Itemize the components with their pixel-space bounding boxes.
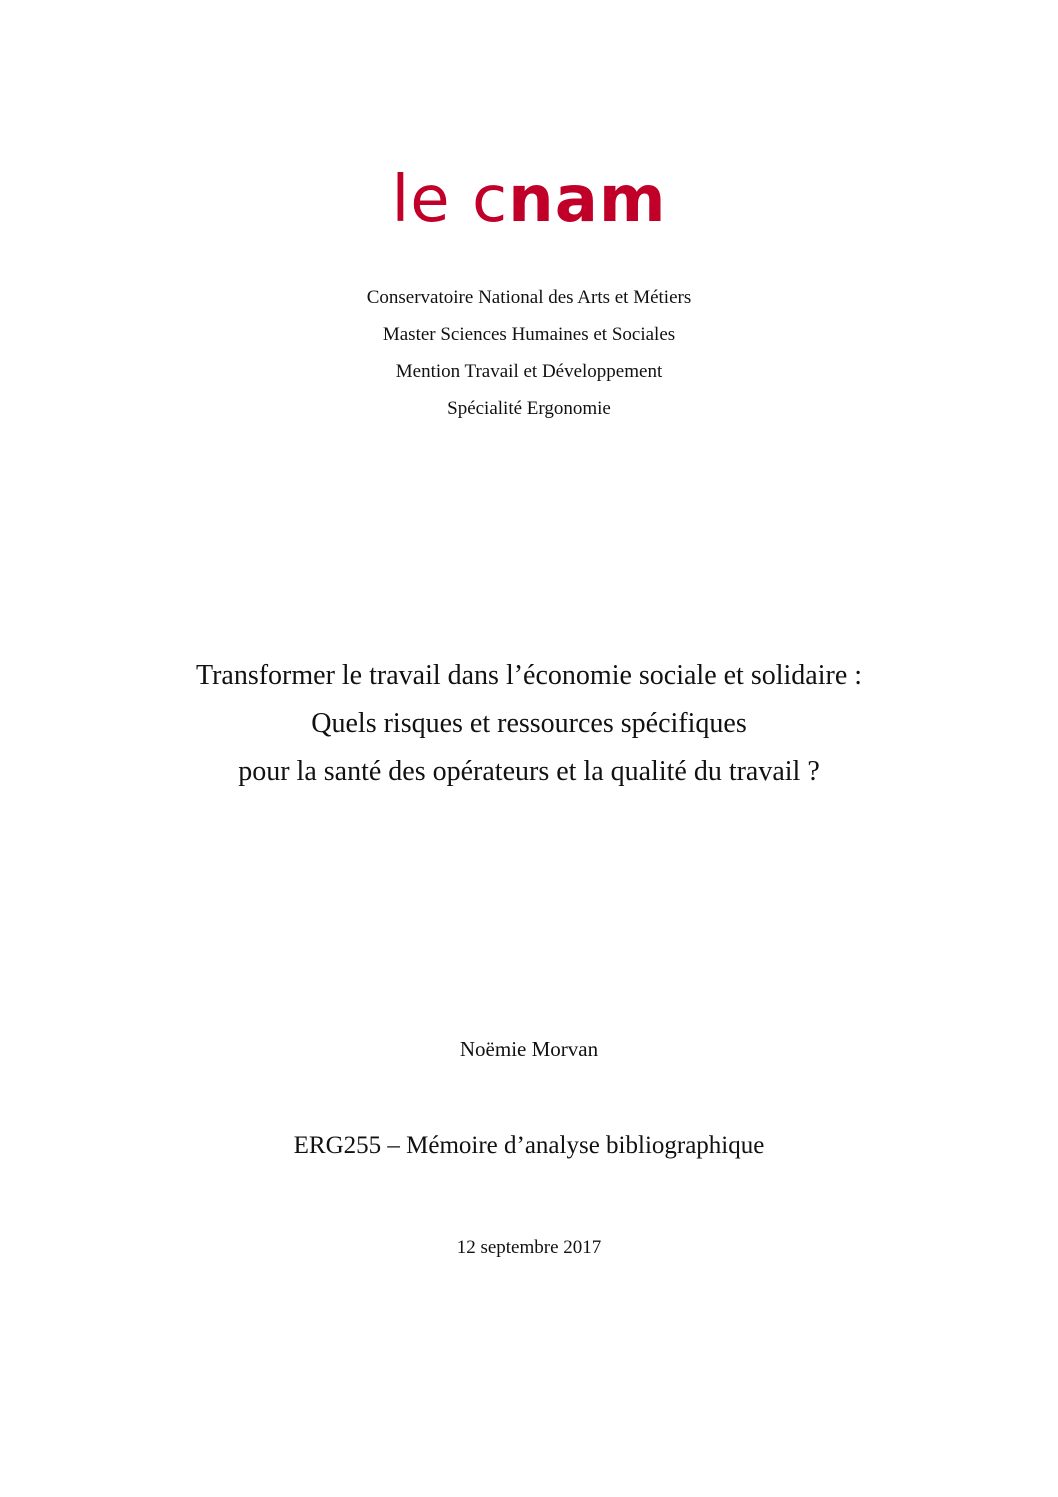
- institution-name: Conservatoire National des Arts et Métiers: [366, 287, 692, 308]
- course-label: ERG255 – Mémoire d’analyse bibliographique: [293, 1132, 765, 1159]
- program-specialty: Spécialité Ergonomie: [447, 398, 611, 419]
- title-line-2: Quels risques et ressources spécifiques: [311, 708, 747, 739]
- master-program: Master Sciences Humaines et Sociales: [382, 324, 676, 345]
- author-name: Noëmie Morvan: [459, 1037, 599, 1061]
- title-line-3: pour la santé des opérateurs et la qualité du travail ?: [238, 756, 820, 787]
- cnam-logo: [0, 150, 1058, 250]
- document-date: 12 septembre 2017: [456, 1237, 602, 1258]
- thesis-title: [0, 652, 1058, 796]
- logo-text-bold: nam: [508, 163, 667, 237]
- title-line-1: Transformer le travail dans l’économie sociale et solidaire :: [195, 660, 863, 691]
- logo-text-light: le c: [391, 163, 509, 237]
- program-mention: Mention Travail et Développement: [395, 361, 663, 382]
- institution-block: [0, 284, 1058, 432]
